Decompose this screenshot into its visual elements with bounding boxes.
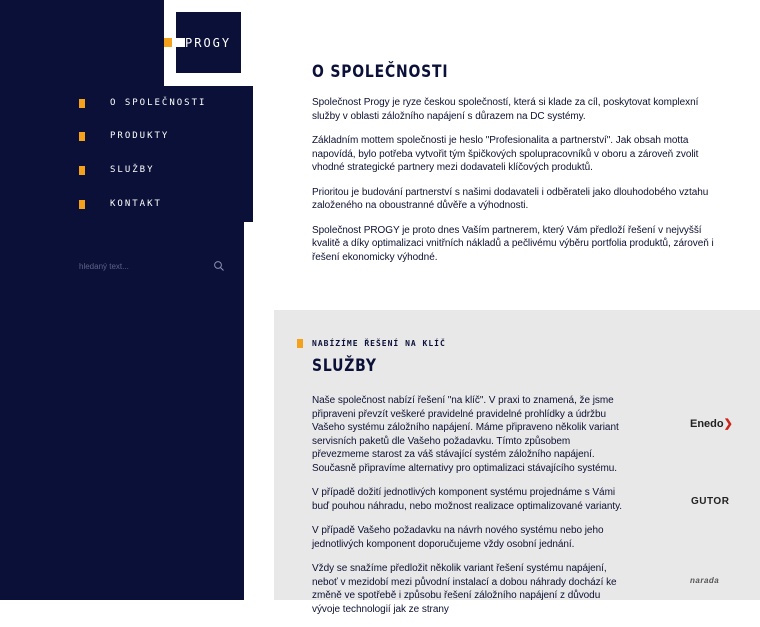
about-section: [312, 62, 722, 275]
nav-item-o-spolecnosti[interactable]: [79, 96, 206, 110]
nav-item-label: KONTAKT: [110, 199, 162, 209]
search-input[interactable]: [79, 262, 205, 271]
services-paragraph: Vždy se snažíme předložit několik variant řešení systému napájení, neboť v mezidobí mezi původní instalací a dobou náhrady dochází ke změně ve spotřebě i způsobu řešení záložního napájení z důvodu vývoje technologií jak ze strany: [312, 563, 617, 615]
main-nav: [0, 86, 253, 222]
nav-item-label: PRODUKTY: [110, 131, 170, 141]
nav-item-label: O SPOLEČNOSTI: [110, 98, 207, 108]
nav-bullet-icon: [79, 166, 85, 175]
partner-logo-narada[interactable]: narada: [690, 576, 720, 585]
logo-mark-accent: [164, 38, 172, 47]
nav-item-label: SLUŽBY: [110, 165, 155, 175]
search-icon[interactable]: [213, 260, 225, 272]
enedo-wordmark: Enedo: [690, 418, 724, 430]
services-paragraph: V případě Vašeho požadavku na návrh nového systému nebo jeho jednotlivých komponent doporučujeme vždy osobní jednání.: [312, 525, 604, 550]
services-title: SLUŽBY: [312, 356, 377, 376]
about-title: O SPOLEČNOSTI: [312, 62, 449, 82]
services-paragraph: V případě dožití jednotlivých komponent systému projednáme s Vámi buď pouhou náhradu, nebo možnost realizace optimalizované varianty.: [312, 487, 623, 512]
about-paragraph: Společnost Progy je ryze českou společností, která si klade za cíl, poskytovat komplexní služby v oblasti záložního napájení s důrazem na DC systémy.: [312, 97, 699, 122]
nav-bullet-icon: [79, 200, 85, 209]
logo-text[interactable]: PROGY: [185, 36, 232, 50]
nav-item-kontakt[interactable]: [79, 197, 162, 211]
search-bar: [79, 258, 225, 274]
services-section: [274, 310, 760, 615]
eyebrow-bullet-icon: [297, 339, 303, 348]
nav-bullet-icon: [79, 99, 85, 108]
partner-logo-enedo[interactable]: [690, 417, 733, 430]
nav-item-sluzby[interactable]: [79, 163, 155, 177]
nav-bullet-icon: [79, 132, 85, 141]
partner-logo-gutor[interactable]: GUTOR: [691, 496, 730, 507]
enedo-arrow-icon: ❯: [723, 418, 733, 430]
about-paragraph: Prioritou je budování partnerství s našimi dodavateli i odběrateli jako dlouhodobého vztahu založeného na oboustranné důvěře a výhodnosti.: [312, 186, 709, 211]
about-paragraph: Základním mottem společnosti je heslo "Profesionalita a partnerství". Jak obsah motta napovídá, bylo potřeba vytvořit tým špičkových spolupracovníků v oboru a zároveň zvolit vhodné strategické partnery mezi dodavateli klíčových produktů.: [312, 135, 699, 173]
services-paragraph: Naše společnost nabízí řešení "na klíč". V praxi to znamená, že jsme připraveni převzít veškeré pravidelné pravidelné prohlídky a údržbu Vašeho systému záložního napájení. Máme připraveno několik variant servisních paketů dle Vašeho požadavku. Tímto způsobem převezmeme starost za váš stávající systém záložního napájení. Současně připravíme alternativy pro optimalizaci stávajícího systému.: [312, 395, 619, 474]
services-eyebrow-text: NABÍZÍME ŘEŠENÍ NA KLÍČ: [312, 339, 446, 348]
logo-mark-white: [176, 38, 185, 47]
about-paragraph: Společnost PROGY je proto dnes Vaším partnerem, který Vám předloží řešení v nejvyšší kvalitě a díky optimalizaci vnitřních nákladů a pečlivému výběru portfolia produktů, zároveň i řešení ekonomicky výhodné.: [312, 224, 714, 263]
services-eyebrow: [297, 339, 446, 348]
nav-item-produkty[interactable]: [79, 129, 169, 143]
